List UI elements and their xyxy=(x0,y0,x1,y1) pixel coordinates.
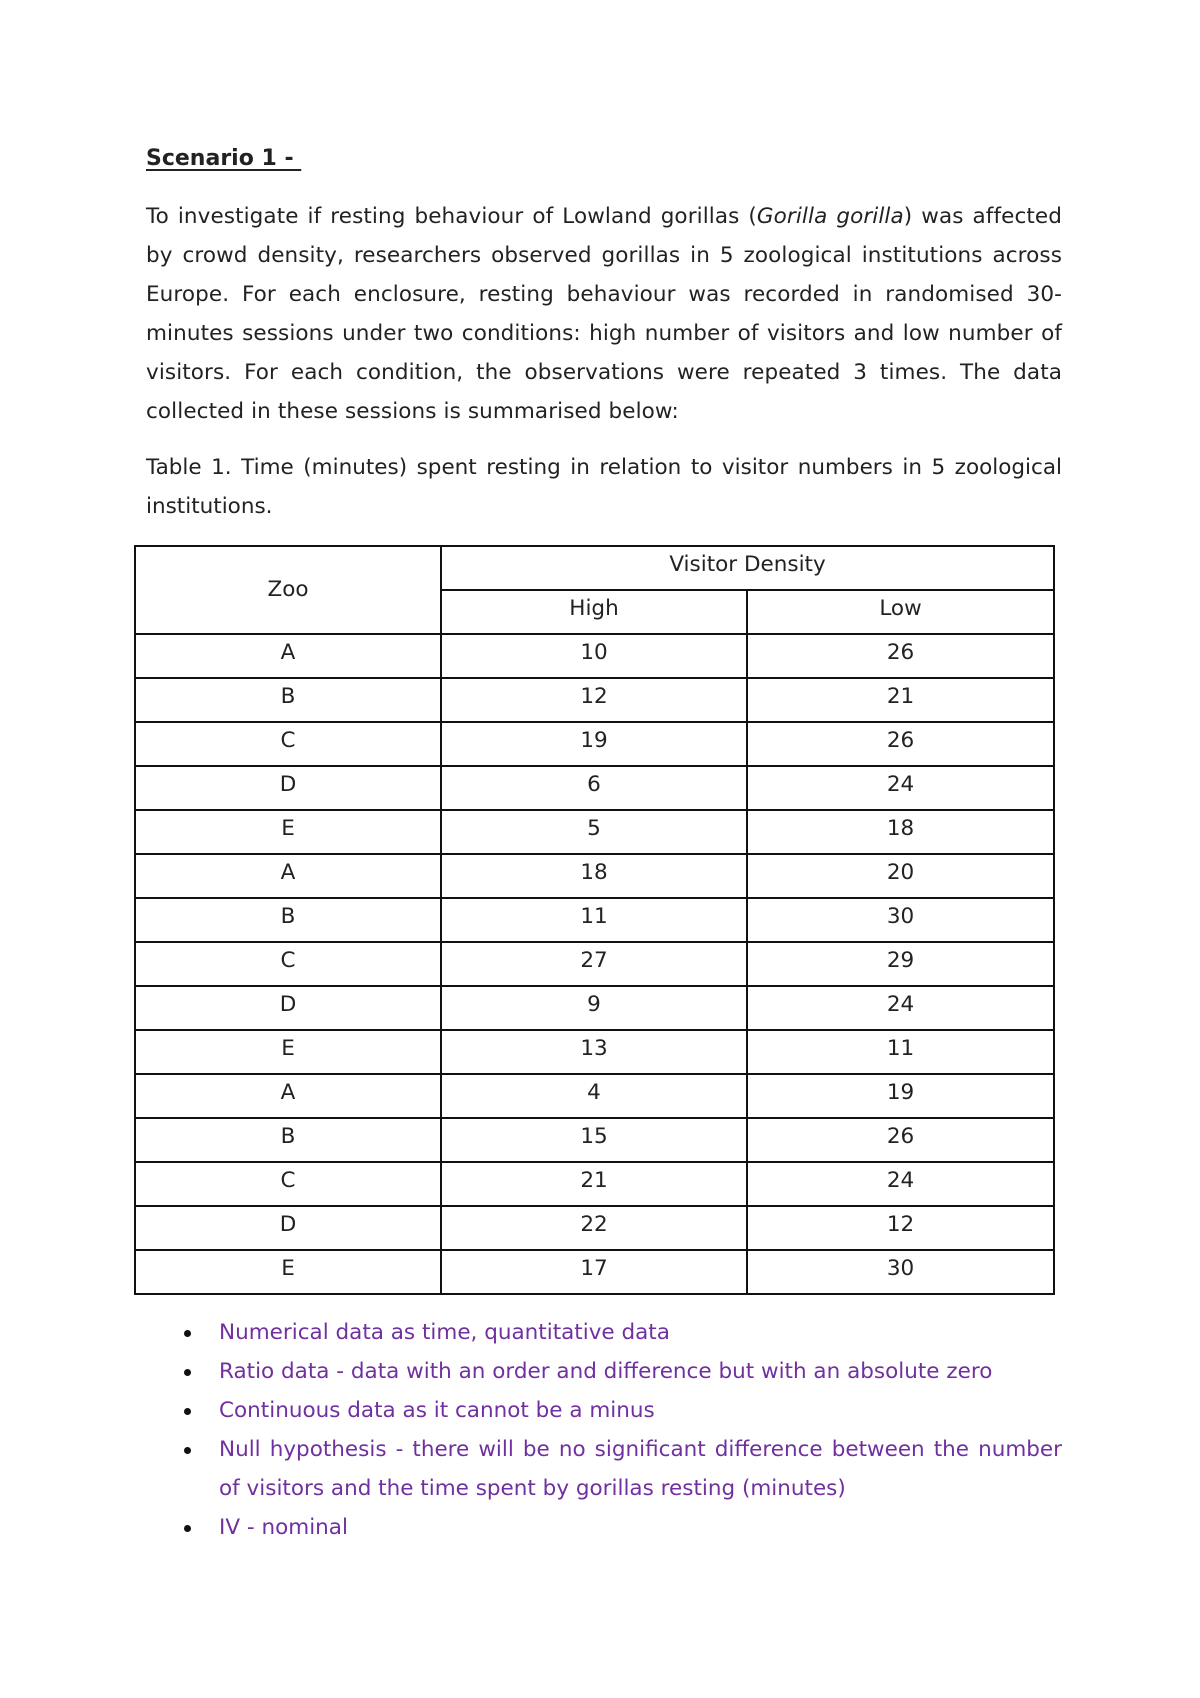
zoo-cell: D xyxy=(135,1206,441,1250)
bullet-icon xyxy=(184,1408,191,1415)
high-cell: 12 xyxy=(441,678,747,722)
note-item xyxy=(146,1352,1062,1391)
zoo-cell: E xyxy=(135,1030,441,1074)
table-row xyxy=(135,1250,1054,1294)
low-cell: 26 xyxy=(747,1118,1054,1162)
high-cell: 5 xyxy=(441,810,747,854)
table-caption: Table 1. Time (minutes) spent resting in relation to visitor numbers in 5 zoological institutions. xyxy=(146,455,1062,519)
zoo-cell: B xyxy=(135,678,441,722)
low-cell: 24 xyxy=(747,986,1054,1030)
table-body xyxy=(135,634,1054,1294)
high-cell: 4 xyxy=(441,1074,747,1118)
note-text: Continuous data as it cannot be a minus xyxy=(219,1398,655,1423)
high-cell: 17 xyxy=(441,1250,747,1294)
note-item xyxy=(146,1430,1062,1508)
species-name: Gorilla gorilla xyxy=(756,204,904,229)
zoo-cell: E xyxy=(135,1250,441,1294)
bullet-icon xyxy=(184,1369,191,1376)
low-cell: 29 xyxy=(747,942,1054,986)
zoo-cell: C xyxy=(135,942,441,986)
low-cell: 20 xyxy=(747,854,1054,898)
low-cell: 30 xyxy=(747,1250,1054,1294)
zoo-cell: A xyxy=(135,634,441,678)
note-item xyxy=(146,1391,1062,1430)
table-row xyxy=(135,766,1054,810)
note-text: IV - nominal xyxy=(219,1515,348,1540)
high-cell: 27 xyxy=(441,942,747,986)
table-row xyxy=(135,986,1054,1030)
high-cell: 22 xyxy=(441,1206,747,1250)
zoo-column-header: Zoo xyxy=(135,546,441,634)
resting-time-table xyxy=(134,545,1055,1295)
zoo-cell: B xyxy=(135,1118,441,1162)
table-row xyxy=(135,1030,1054,1074)
bullet-icon xyxy=(184,1330,191,1337)
zoo-cell: A xyxy=(135,854,441,898)
note-text: Null hypothesis - there will be no significant difference between the number of visitors and the time spent by gorillas resting (minutes) xyxy=(219,1437,1062,1501)
bullet-icon xyxy=(184,1447,191,1454)
low-cell: 30 xyxy=(747,898,1054,942)
high-column-header: High xyxy=(441,590,747,634)
zoo-cell: D xyxy=(135,986,441,1030)
low-cell: 18 xyxy=(747,810,1054,854)
note-text: Ratio data - data with an order and difference but with an absolute zero xyxy=(219,1359,993,1384)
zoo-cell: D xyxy=(135,766,441,810)
low-cell: 24 xyxy=(747,1162,1054,1206)
note-item xyxy=(146,1313,1062,1352)
high-cell: 13 xyxy=(441,1030,747,1074)
zoo-cell: E xyxy=(135,810,441,854)
high-cell: 21 xyxy=(441,1162,747,1206)
scenario-heading: Scenario 1 - xyxy=(146,146,302,171)
intro-text-start: To investigate if resting behaviour of Lowland gorillas ( xyxy=(146,204,757,229)
table-row xyxy=(135,678,1054,722)
table-row xyxy=(135,942,1054,986)
low-cell: 21 xyxy=(747,678,1054,722)
table-row xyxy=(135,854,1054,898)
table-row xyxy=(135,898,1054,942)
zoo-cell: C xyxy=(135,1162,441,1206)
low-cell: 12 xyxy=(747,1206,1054,1250)
table-row xyxy=(135,1118,1054,1162)
notes-list xyxy=(146,1313,1062,1547)
zoo-cell: A xyxy=(135,1074,441,1118)
high-cell: 9 xyxy=(441,986,747,1030)
table-row xyxy=(135,1206,1054,1250)
low-cell: 26 xyxy=(747,634,1054,678)
high-cell: 10 xyxy=(441,634,747,678)
table-row xyxy=(135,1074,1054,1118)
intro-text-end: ) was affected by crowd density, researchers observed gorillas in 5 zoological institutions across Europe. For each enclosure, resting behaviour was recorded in randomised 30-minutes sessions under two conditions: high number of visitors and low number of visitors. For each condition, the observations were repeated 3 times. The data collected in these sessions is summarised below: xyxy=(146,204,1062,424)
low-cell: 19 xyxy=(747,1074,1054,1118)
intro-paragraph xyxy=(146,197,1062,431)
zoo-cell: C xyxy=(135,722,441,766)
low-column-header: Low xyxy=(747,590,1054,634)
note-text: Numerical data as time, quantitative data xyxy=(219,1320,670,1345)
table-row xyxy=(135,634,1054,678)
table-row xyxy=(135,722,1054,766)
document-page xyxy=(146,140,1062,526)
high-cell: 6 xyxy=(441,766,747,810)
table-row xyxy=(135,810,1054,854)
table-row xyxy=(135,1162,1054,1206)
note-item xyxy=(146,1508,1062,1547)
low-cell: 26 xyxy=(747,722,1054,766)
high-cell: 11 xyxy=(441,898,747,942)
bullet-icon xyxy=(184,1525,191,1532)
high-cell: 15 xyxy=(441,1118,747,1162)
zoo-cell: B xyxy=(135,898,441,942)
low-cell: 24 xyxy=(747,766,1054,810)
high-cell: 19 xyxy=(441,722,747,766)
visitor-density-header: Visitor Density xyxy=(441,546,1054,590)
low-cell: 11 xyxy=(747,1030,1054,1074)
high-cell: 18 xyxy=(441,854,747,898)
